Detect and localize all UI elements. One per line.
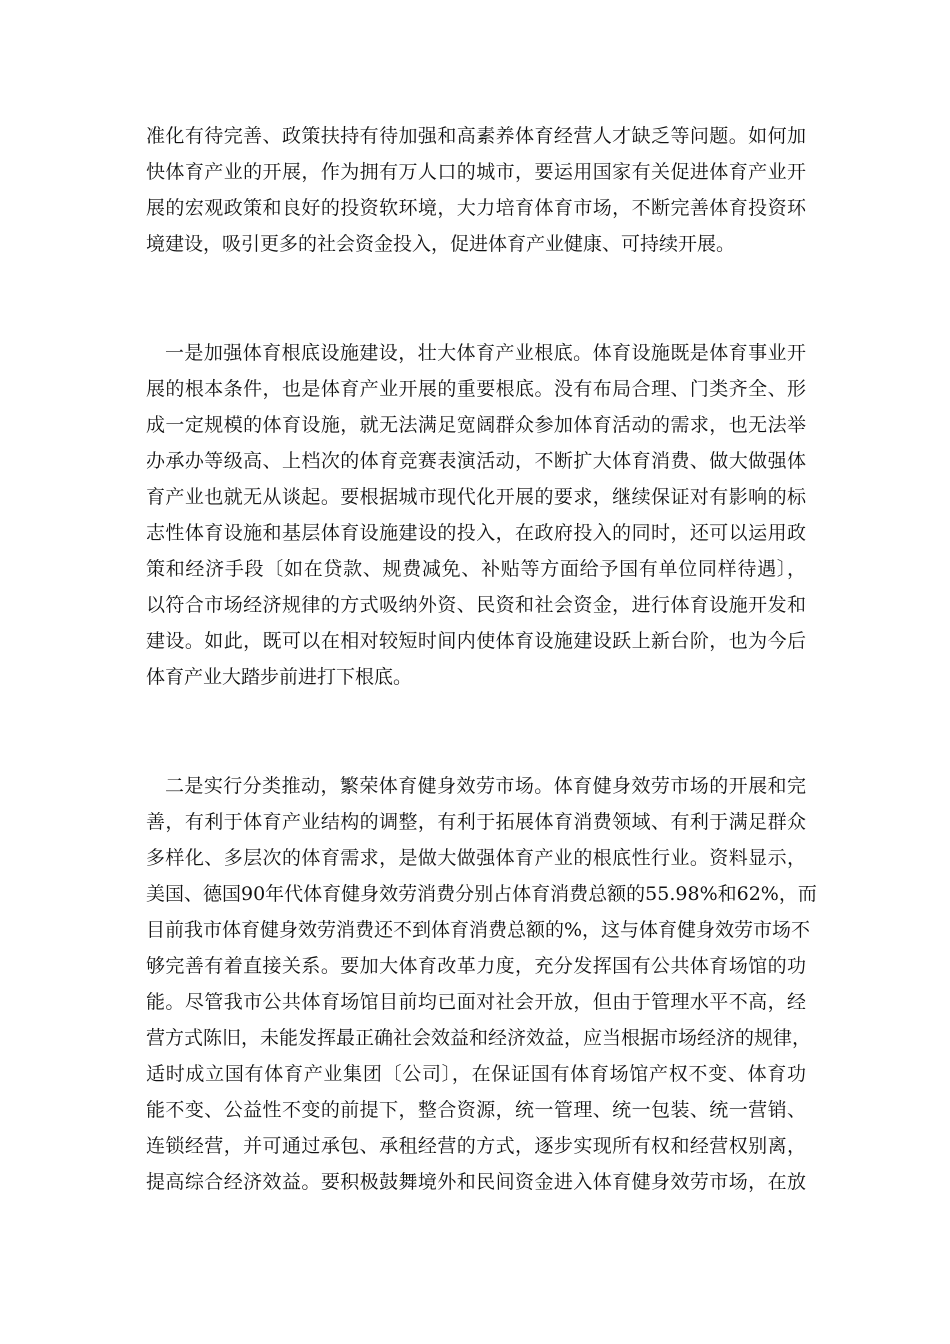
text-line: 美国、德国90年代体育健身效劳消费分别占体育消费总额的55.98%和62%，而 xyxy=(146,883,817,905)
text-line: 适时成立国有体育产业集团〔公司〕，在保证国有体育场馆产权不变、体育功 xyxy=(146,1063,806,1085)
text-line: 二是实行分类推动，繁荣体育健身效劳市场。体育健身效劳市场的开展和完 xyxy=(165,775,806,797)
text-line: 志性体育设施和基层体育设施建设的投入，在政府投入的同时，还可以运用政 xyxy=(146,522,806,544)
text-line: 展的宏观政策和良好的投资软环境，大力培育体育市场，不断完善体育投资环 xyxy=(146,197,806,219)
text-line: 以符合市场经济规律的方式吸纳外资、民资和社会资金，进行体育设施开发和 xyxy=(146,594,806,616)
text-line: 多样化、多层次的体育需求，是做大做强体育产业的根底性行业。资料显示， xyxy=(146,847,806,869)
text-line: 够完善有着直接关系。要加大体育改革力度，充分发挥国有公共体育场馆的功 xyxy=(146,955,806,977)
text-line: 一是加强体育根底设施建设，壮大体育产业根底。体育设施既是体育事业开 xyxy=(165,342,806,364)
text-line: 建设。如此，既可以在相对较短时间内使体育设施建设跃上新台阶，也为今后 xyxy=(146,630,806,652)
text-line: 连锁经营，并可通过承包、承租经营的方式，逐步实现所有权和经营权别离， xyxy=(146,1135,806,1157)
text-line: 办承办等级高、上档次的体育竞赛表演活动，不断扩大体育消费、做大做强体 xyxy=(146,450,806,472)
text-line: 营方式陈旧，未能发挥最正确社会效益和经济效益，应当根据市场经济的规律， xyxy=(146,1027,812,1049)
text-line: 能。尽管我市公共体育场馆目前均已面对社会开放，但由于管理水平不高，经 xyxy=(146,991,806,1013)
text-line: 准化有待完善、政策扶持有待加强和高素养体育经营人才缺乏等问题。如何加 xyxy=(146,125,806,147)
text-line: 快体育产业的开展，作为拥有万人口的城市，要运用国家有关促进体育产业开 xyxy=(146,161,806,183)
text-line: 体育产业大踏步前进打下根底。 xyxy=(146,666,413,688)
text-line: 成一定规模的体育设施，就无法满足宽阔群众参加体育活动的需求，也无法举 xyxy=(146,414,806,436)
text-line: 提高综合经济效益。要积极鼓舞境外和民间资金进入体育健身效劳市场，在放 xyxy=(146,1171,806,1193)
text-line: 展的根本条件，也是体育产业开展的重要根底。没有布局合理、门类齐全、形 xyxy=(146,378,806,400)
text-line: 育产业也就无从谈起。要根据城市现代化开展的要求，继续保证对有影响的标 xyxy=(146,486,806,508)
text-line: 善，有利于体育产业结构的调整，有利于拓展体育消费领域、有利于满足群众 xyxy=(146,811,806,833)
text-line: 策和经济手段〔如在贷款、规费减免、补贴等方面给予国有单位同样待遇〕， xyxy=(146,558,806,580)
text-line: 能不变、公益性不变的前提下，整合资源，统一管理、统一包装、统一营销、 xyxy=(146,1099,806,1121)
text-line: 目前我市体育健身效劳消费还不到体育消费总额的%，这与体育健身效劳市场不 xyxy=(146,919,811,941)
text-line: 境建设，吸引更多的社会资金投入，促进体育产业健康、可持续开展。 xyxy=(146,233,736,255)
